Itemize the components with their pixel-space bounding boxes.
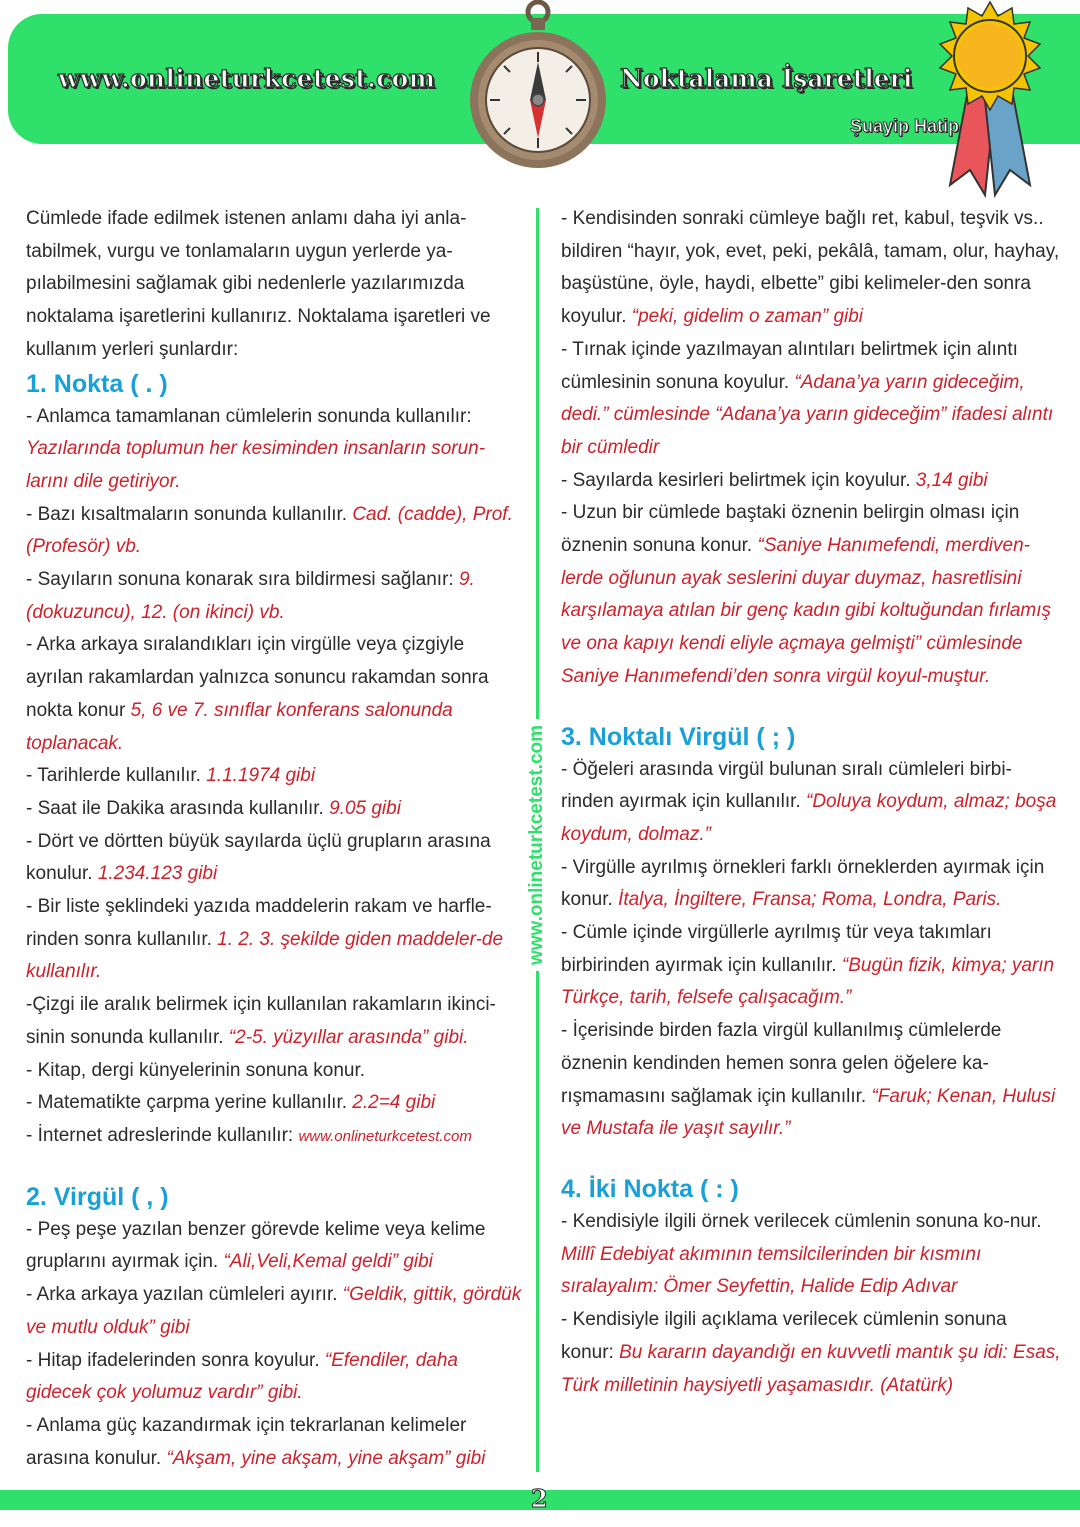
rule-example: “peki, gidelim o zaman” gibi bbox=[631, 306, 864, 328]
website-link[interactable]: www.onlineturkcetest.com bbox=[298, 1127, 472, 1145]
rule-example: “Saniye Hanımefendi, merdiven-lerde oğlunun ayak seslerini duyar duymaz, hasretlisini karşılamaya atılan bir genç kadın gibi koltuğundan fırlamış ve ona kapıyı kendi eliyle açmaya gelmişti” cümlesinde Saniye Hanımefendi’den sonra virgül koyul-muştur. bbox=[561, 535, 1052, 687]
rule-item bbox=[561, 497, 1061, 693]
rule-item bbox=[561, 203, 1061, 334]
rule-item bbox=[26, 499, 526, 564]
rule-text: - Virgülle ayrılmış örnekleri farklı örneklerden ayırmak için konur. bbox=[561, 856, 1045, 911]
rule-item bbox=[26, 989, 526, 1054]
rule-item bbox=[26, 760, 526, 793]
rule-item bbox=[26, 1410, 526, 1475]
section-title-iki-nokta: 4. İki Nokta ( : ) bbox=[561, 1174, 739, 1203]
rule-item bbox=[561, 1304, 1061, 1402]
rule-example: “Faruk; Kenan, Hulusi ve Mustafa ile yaşıt sayılır.” bbox=[561, 1085, 1056, 1140]
rule-text: -Çizgi ile aralık belirmek için kullanılan rakamların ikinci-sinin sonunda kullanılır. bbox=[26, 994, 496, 1048]
site-name: www.onlineturkcetest.com bbox=[58, 64, 436, 93]
rule-item: - İnternet adreslerinde kullanılır: www.onlineturkcetest.com bbox=[26, 1124, 472, 1146]
rule-item bbox=[26, 1214, 526, 1279]
rule-example: Millî Edebiyat akımının temsilcilerinden bir kısmını sıralayalım: Ömer Seyfettin, Halide Edip Adıvar bbox=[561, 1243, 982, 1298]
rule-item bbox=[26, 1055, 526, 1088]
rule-text: - Kendisiyle ilgili açıklama verilecek cümlenin sonuna konur: bbox=[561, 1309, 1007, 1363]
rule-text: - Bir liste şeklindeki yazıda maddelerin rakam ve harfle-rinden sonra kullanılır. bbox=[26, 896, 492, 950]
author-name: Şuayip Hatip bbox=[850, 116, 960, 136]
noktali-virgul-rules bbox=[561, 754, 1061, 1146]
iki-nokta-rules bbox=[561, 1206, 1061, 1402]
rule-item bbox=[561, 852, 1061, 917]
rule-text: - Saat ile Dakika arasında kullanılır. bbox=[26, 797, 330, 819]
rule-example: Yazılarında toplumun her kesiminden insanların sorun-larını dile getiriyor. bbox=[26, 438, 486, 492]
rule-text: - İçerisinde birden fazla virgül kullanılmış cümlelerde öznenin kendinden hemen sonra gelen öğelere ka-rışmamasını sağlamak için kullanılır. bbox=[561, 1020, 1002, 1107]
rule-example: İtalya, İngiltere, Fransa; Roma, Londra, Paris. bbox=[618, 889, 1002, 911]
rule-text: - Uzun bir cümlede baştaki öznenin belirgin olması için öznenin sonuna konur. bbox=[561, 502, 1020, 557]
rule-example: “Bugün fizik, kimya; yarın Türkçe, tarih, felsefe çalışacağım.” bbox=[561, 954, 1055, 1009]
rule-example: “Geldik, gittik, gördük ve mutlu olduk” gibi bbox=[26, 1284, 522, 1338]
rule-text: - Arka arkaya sıralandıkları için virgülle veya çizgiyle ayrılan rakamlardan yalnızca sonuncu rakamdan sonra nokta konur bbox=[26, 634, 489, 721]
rule-text: - Dört ve dörtten büyük sayılarda üçlü grupların arasına konulur. bbox=[26, 830, 491, 885]
rule-text: - Peş peşe yazılan benzer görevde kelime veya kelime gruplarını ayırmak için. bbox=[26, 1218, 486, 1273]
rule-example: 9.05 gibi bbox=[329, 797, 401, 819]
rule-item bbox=[561, 1206, 1061, 1304]
rule-text: - Tırnak içinde yazılmayan alıntıları belirtmek için alıntı cümlesinin sonuna koyulur. bbox=[561, 338, 1018, 393]
rule-item bbox=[26, 564, 526, 629]
rule-item bbox=[561, 334, 1061, 465]
compass-icon bbox=[468, 0, 608, 170]
rule-example: 5, 6 ve 7. sınıflar konferans salonunda toplanacak. bbox=[26, 699, 453, 754]
rule-example: “2-5. yüzyıllar arasında” gibi. bbox=[228, 1026, 469, 1048]
rule-text: - Kendisinden sonraki cümleye bağlı ret, kabul, teşvik vs.. bildiren “hayır, yok, evet, peki, pekâlâ, tamam, olur, hayhay, başüstüne, öyle, haydi, elbette” gibi kelimeler-den sonra koyulur. bbox=[561, 208, 1060, 328]
rule-item bbox=[26, 1279, 526, 1344]
rule-text: - Sayıların sonuna konarak sıra bildirmesi sağlanır: bbox=[26, 569, 459, 591]
rule-text: - Matematikte çarpma yerine kullanılır. bbox=[26, 1092, 353, 1114]
rule-item bbox=[561, 917, 1061, 1015]
rule-text: - Bazı kısaltmaların sonunda kullanılır. bbox=[26, 503, 353, 525]
rule-example: “Akşam, yine akşam, yine akşam” gibi bbox=[166, 1447, 486, 1469]
rule-example: 1.1.1974 gibi bbox=[206, 765, 316, 787]
rule-example: 3,14 gibi bbox=[915, 469, 988, 491]
rule-item bbox=[26, 1087, 526, 1120]
rule-item bbox=[561, 1015, 1061, 1146]
rule-example: 9. (dokuzuncu), 12. (on ikinci) vb. bbox=[26, 569, 475, 623]
right-column bbox=[561, 203, 1061, 1402]
side-watermark: www.onlineturkcetest.com bbox=[526, 719, 548, 971]
rule-item bbox=[26, 629, 526, 760]
rule-text: - Hitap ifadelerinden sonra koyulur. bbox=[26, 1349, 325, 1371]
rule-item bbox=[26, 793, 526, 826]
rule-example: Bu kararın dayandığı en kuvvetli mantık şu idi: Esas, Türk milletinin haysiyetli yaşamasıdır. (Atatürk) bbox=[561, 1341, 1061, 1396]
rule-text: - Tarihlerde kullanılır. bbox=[26, 765, 207, 787]
virgul-rules-continued bbox=[561, 203, 1061, 694]
rule-example: 1. 2. 3. şekilde giden maddeler-de kullanılır. bbox=[26, 928, 504, 983]
section-title-noktali-virgul: 3. Noktalı Virgül ( ; ) bbox=[561, 722, 796, 751]
rule-text: - Kitap, dergi künyelerinin sonuna konur. bbox=[26, 1059, 366, 1081]
rule-text: - Öğeleri arasında virgül bulunan sıralı cümleleri birbi-rinden ayırmak için kullanılır. bbox=[561, 758, 1012, 813]
rule-example: 1.234.123 gibi bbox=[97, 863, 218, 885]
rule-text: - Sayılarda kesirleri belirtmek için koyulur. bbox=[561, 469, 916, 491]
rule-example: 2.2=4 gibi bbox=[352, 1092, 436, 1114]
rule-item bbox=[26, 891, 526, 989]
rule-item bbox=[26, 1345, 526, 1410]
intro-paragraph: Cümlede ifade edilmek istenen anlamı daha iyi anla-tabilmek, vurgu ve tonlamaların uygun yerlerde ya-pılabilmesini sağlamak gibi nedenlerle yazılarımızda noktalama işaretlerini kullanırız. Noktalama işaretleri ve kullanım yerleri şunlardır: bbox=[26, 208, 491, 360]
rule-item bbox=[26, 826, 526, 891]
section-title-virgul: 2. Virgül ( , ) bbox=[26, 1182, 169, 1211]
rule-example: “Adana’ya yarın gideceğim, dedi.” cümlesinde “Adana’ya yarın gideceğim” ifadesi alıntı bir cümledir bbox=[561, 371, 1054, 458]
rule-text: - Arka arkaya yazılan cümleleri ayırır. bbox=[26, 1284, 343, 1306]
rule-text: - Anlamca tamamlanan cümlelerin sonunda kullanılır: bbox=[26, 405, 472, 427]
rule-example: “Efendiler, daha gidecek çok yolumuz vardır” gibi. bbox=[26, 1349, 458, 1404]
page-number: 2 bbox=[531, 1484, 548, 1513]
rule-example: Cad. (cadde), Prof. (Profesör) vb. bbox=[26, 503, 513, 558]
rule-example: “Ali,Veli,Kemal geldi” gibi bbox=[223, 1251, 433, 1273]
left-column bbox=[26, 203, 526, 1475]
rule-example: “Doluya koydum, almaz; boşa koydum, dolmaz.” bbox=[561, 791, 1057, 845]
rule-item bbox=[561, 465, 1061, 498]
rule-text: - Cümle içinde virgüllerle ayrılmış tür veya takımları birbirinden ayırmak için kullanılır. bbox=[561, 922, 992, 976]
rule-item bbox=[561, 754, 1061, 852]
page-title: Noktalama İşaretleri bbox=[620, 64, 913, 93]
virgul-rules bbox=[26, 1214, 526, 1476]
section-title-nokta: 1. Nokta ( . ) bbox=[26, 369, 168, 398]
rule-text: - Anlama güç kazandırmak için tekrarlanan kelimeler arasına konulur. bbox=[26, 1414, 467, 1469]
rule-item bbox=[26, 401, 526, 499]
nokta-rules bbox=[26, 401, 526, 1120]
award-ribbon-icon bbox=[930, 0, 1050, 200]
rule-text: - Kendisiyle ilgili örnek verilecek cümlenin sonuna ko-nur. bbox=[561, 1210, 1042, 1232]
